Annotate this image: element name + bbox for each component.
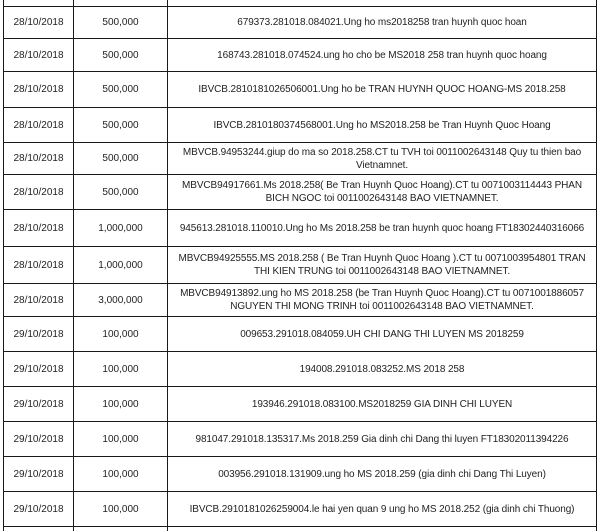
description-cell: MBVCB94913892.ung ho MS 2018.258 (be Tran Huynh Quoc Hoang).CT tu 0071001886057 NGUYEN THI MONG TRINH toi 0011002643148 BAO VIETNAMNET. bbox=[180, 288, 584, 312]
date-cell: 28/10/2018 bbox=[4, 284, 74, 316]
date-cell bbox=[4, 527, 74, 531]
table-row bbox=[4, 457, 596, 492]
clipped-row-bottom bbox=[4, 527, 596, 531]
amount-cell: 500,000 bbox=[74, 143, 168, 174]
description-cell: 981047.291018.135317.Ms 2018.259 Gia dinh chi Dang thi luyen FT18302011394226 bbox=[195, 433, 569, 445]
date-cell: 28/10/2018 bbox=[4, 143, 74, 174]
date-cell: 29/10/2018 bbox=[4, 317, 74, 351]
date-cell: 29/10/2018 bbox=[4, 422, 74, 456]
description-cell: IBVCB.2810180374568001.Ung ho MS2018.258 be Tran Huynh Quoc Hoang bbox=[213, 119, 551, 131]
amount-cell: 500,000 bbox=[74, 72, 168, 107]
amount-cell: 500,000 bbox=[74, 39, 168, 71]
table-row bbox=[4, 317, 596, 352]
description-cell: IBVCB.2810181026506001.Ung ho be TRAN HUYNH QUOC HOANG-MS 2018.258 bbox=[198, 84, 566, 95]
description-cell: MBVCB94917661.Ms 2018.258( Be Tran Huynh Quoc Hoang).CT tu 0071003114443 PHAN BICH NGOC toi 0011002643148 BAO VIETNAMNET. bbox=[182, 180, 582, 204]
table-row bbox=[4, 175, 596, 210]
amount-cell: 100,000 bbox=[74, 422, 168, 456]
date-cell: 28/10/2018 bbox=[4, 7, 74, 38]
date-cell: 28/10/2018 bbox=[4, 72, 74, 107]
table-row bbox=[4, 422, 596, 457]
description-cell: 945613.281018.110010.Ung ho Ms 2018.258 be tran huynh quoc hoang FT18302440316066 bbox=[179, 222, 585, 234]
table-row bbox=[4, 7, 596, 39]
date-cell: 28/10/2018 bbox=[4, 175, 74, 209]
table-row bbox=[4, 284, 596, 317]
date-cell: 29/10/2018 bbox=[4, 387, 74, 421]
amount-cell bbox=[74, 0, 168, 6]
date-cell bbox=[4, 0, 74, 6]
description-cell bbox=[168, 527, 596, 531]
amount-cell: 100,000 bbox=[74, 317, 168, 351]
description-cell: 194008.291018.083252.MS 2018 258 bbox=[299, 363, 465, 375]
description-cell: MBVCB.94953244.giup do ma so 2018.258.CT tu TVH toi 0011002643148 Quy tu thien bao Vietnamnet. bbox=[182, 146, 582, 171]
amount-cell: 100,000 bbox=[74, 387, 168, 421]
description-cell bbox=[168, 0, 596, 6]
amount-cell: 100,000 bbox=[74, 352, 168, 386]
table-row bbox=[4, 72, 596, 108]
table-row bbox=[4, 492, 596, 527]
amount-cell: 500,000 bbox=[74, 108, 168, 142]
date-cell: 29/10/2018 bbox=[4, 352, 74, 386]
amount-cell: 500,000 bbox=[74, 175, 168, 209]
clipped-row-top bbox=[4, 0, 596, 7]
transactions-table bbox=[3, 0, 597, 531]
table-row bbox=[4, 387, 596, 422]
amount-cell: 500,000 bbox=[74, 7, 168, 38]
table-row bbox=[4, 247, 596, 284]
table-row bbox=[4, 143, 596, 175]
date-cell: 28/10/2018 bbox=[4, 210, 74, 246]
description-cell: 679373.281018.084021.Ung ho ms2018258 tran huynh quoc hoan bbox=[237, 17, 527, 28]
amount-cell: 1,000,000 bbox=[74, 210, 168, 246]
amount-cell: 1,000,000 bbox=[74, 247, 168, 283]
date-cell: 28/10/2018 bbox=[4, 39, 74, 71]
description-cell: 003956.291018.131909.ung ho MS 2018.259 (gia dinh chi Dang Thi Luyen) bbox=[218, 468, 546, 480]
table-row bbox=[4, 39, 596, 72]
amount-cell: 100,000 bbox=[74, 492, 168, 526]
description-cell: MBVCB94925555.MS 2018.258 ( Be Tran Huynh Quoc Hoang ).CT tu 0071003954801 TRAN THI KIEN TRUNG toi 0011002643148 BAO VIETNAMNET. bbox=[178, 253, 586, 277]
amount-cell: 3,000,000 bbox=[74, 284, 168, 316]
date-cell: 28/10/2018 bbox=[4, 108, 74, 142]
amount-cell: 100,000 bbox=[74, 457, 168, 491]
description-cell: 009653.291018.084059.UH CHI DANG THI LUYEN MS 2018259 bbox=[240, 328, 524, 340]
description-cell: 193946.291018.083100.MS2018259 GIA DINH CHI LUYEN bbox=[251, 398, 513, 410]
table-row bbox=[4, 108, 596, 143]
amount-cell bbox=[74, 527, 168, 531]
table-row bbox=[4, 352, 596, 387]
date-cell: 29/10/2018 bbox=[4, 492, 74, 526]
description-cell: IBVCB.2910181026259004.le hai yen quan 9 ung ho MS 2018.252 (gia dinh chi Thuong) bbox=[189, 503, 575, 515]
description-cell: 168743.281018.074524.ung ho cho be MS2018 258 tran huynh quoc hoang bbox=[217, 49, 547, 61]
date-cell: 29/10/2018 bbox=[4, 457, 74, 491]
table-row bbox=[4, 210, 596, 247]
date-cell: 28/10/2018 bbox=[4, 247, 74, 283]
